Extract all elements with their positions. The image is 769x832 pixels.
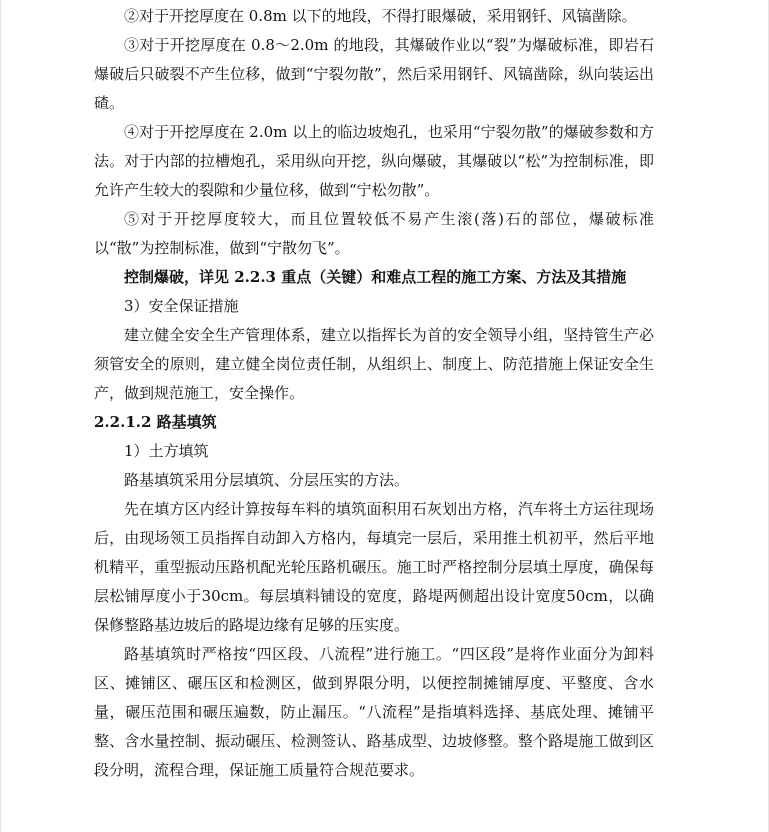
paragraph-filling-procedure: 先在填方区内经计算按每车料的填筑面积用石灰划出方格，汽车将土方运往现场后，由现场领工员指挥自动卸入方格内，每填完一层后，采用推土机初平，然后平地机精平，重型振动压路机配光轮压路机碾压。施工时严格控制分层填土厚度，确保每层松铺厚度小于30cm。每层填料铺设的宽度，路堤两侧超出设计宽度50cm，以确保修整路基边坡后的路堤边缘有足够的压实度。: [94, 500, 654, 634]
paragraph-method-3: ③对于开挖厚度在 0.8～2.0m 的地段，其爆破作业以“裂”为爆破标准，即岩石爆破后只破裂不产生位移，做到“宁裂勿散”，然后采用钢钎、风镐凿除，纵向装运出碴。: [94, 36, 654, 112]
paragraph-filling-method: 路基填筑采用分层填筑、分层压实的方法。: [124, 471, 410, 489]
section-heading-subgrade-filling: 2.2.1.2 路基填筑: [94, 413, 217, 431]
document-body: [94, 2, 654, 785]
paragraph-four-zones-eight-steps: 路基填筑时严格按“四区段、八流程”进行施工。“四区段”是将作业面分为卸料区、摊铺区、碾压区和检测区，做到界限分明，以便控制摊铺厚度、平整度、含水量，碾压范围和碾压遍数，防止漏压。“八流程”是指填料选择、基底处理、摊铺平整、含水量控制、振动碾压、检测签认、路基成型、边坡修整。整个路堤施工做到区段分明，流程合理，保证施工质量符合规范要求。: [94, 645, 654, 779]
paragraph-controlled-blasting-reference: 控制爆破，详见 2.2.3 重点（关键）和难点工程的施工方案、方法及其措施: [124, 268, 627, 286]
subheading-earthwork-filling: 1）土方填筑: [124, 442, 209, 460]
paragraph-safety-system: 建立健全安全生产管理体系，建立以指挥长为首的安全领导小组，坚持管生产必须管安全的原则，建立健全岗位责任制，从组织上、制度上、防范措施上保证安全生产，做到规范施工，安全操作。: [94, 326, 654, 402]
paragraph-method-5: ⑤对于开挖厚度较大，而且位置较低不易产生滚(落)石的部位，爆破标准以“散”为控制标准，做到“宁散勿飞”。: [94, 210, 654, 257]
subheading-safety-measures: 3）安全保证措施: [124, 297, 239, 315]
paragraph-method-2: ②对于开挖厚度在 0.8m 以下的地段，不得打眼爆破，采用钢钎、风镐凿除。: [124, 7, 637, 25]
paragraph-method-4: ④对于开挖厚度在 2.0m 以上的临边坡炮孔，也采用“宁裂勿散”的爆破参数和方法。对于内部的拉槽炮孔，采用纵向开挖，纵向爆破，其爆破以“松”为控制标准，即允许产生较大的裂隙和少量位移，做到“宁松勿散”。: [94, 123, 654, 199]
